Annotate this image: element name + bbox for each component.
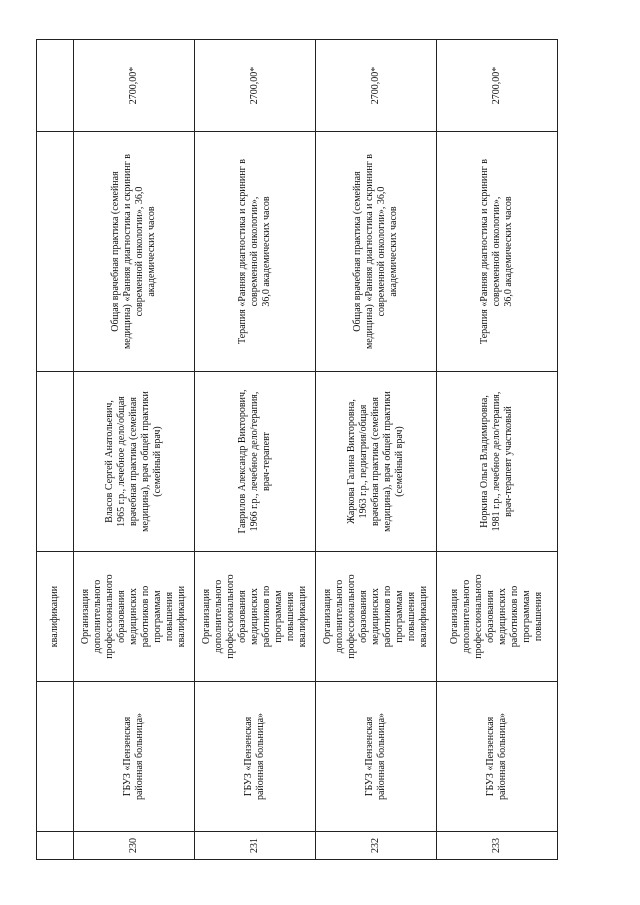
table-row bbox=[316, 40, 437, 860]
header-cell-qualification bbox=[37, 552, 74, 682]
price-cell bbox=[437, 40, 558, 132]
row-number-cell bbox=[316, 832, 437, 860]
row-number: 231 bbox=[249, 838, 260, 853]
org-type-text: Организация дополнительного профессионального образования медицинских работников по программам повышения bbox=[449, 574, 544, 659]
person-cell bbox=[316, 372, 437, 552]
training-table bbox=[36, 39, 558, 860]
program-cell bbox=[74, 132, 195, 372]
rotated-table-container bbox=[36, 40, 552, 860]
org-type-text: Организация дополнительного профессионального образования медицинских работников по программам повышения квалификации bbox=[80, 574, 187, 659]
price-text: 2700,00* bbox=[491, 66, 502, 105]
header-cell-program bbox=[37, 132, 74, 372]
row-number-cell bbox=[195, 832, 316, 860]
org-type-cell bbox=[195, 552, 316, 682]
person-text: Гаврилов Александр Викторович, 1966 г.р., лечебное дело/терапия, врач-терапевт bbox=[237, 389, 272, 534]
header-cell-price bbox=[37, 40, 74, 132]
organization-name: ГБУЗ «Пензенская районная больница» bbox=[243, 712, 266, 801]
program-text: Терапия «Ранняя диагностика и скрининг в современной онкологии», 36,0 академических часов bbox=[237, 159, 272, 344]
header-cell-person bbox=[37, 372, 74, 552]
program-cell bbox=[437, 132, 558, 372]
person-text: Жаркова Галина Викторовна, 1963 г.р., педиатрия/общая врачебная практика (семейная медицина), врач общей практики (семейный врач) bbox=[346, 391, 405, 532]
program-cell bbox=[316, 132, 437, 372]
organization-cell bbox=[316, 682, 437, 832]
program-text: Общая врачебная практика (семейная медицина) «Ранняя диагностика и скрининг в современной онкологии», 36,0 академических часов bbox=[352, 153, 399, 350]
organization-name: ГБУЗ «Пензенская районная больница» bbox=[485, 712, 508, 801]
program-text: Терапия «Ранняя диагностика и скрининг в современной онкологии», 36,0 академических часов bbox=[479, 159, 514, 344]
table-row bbox=[74, 40, 195, 860]
price-text: 2700,00* bbox=[370, 66, 381, 105]
person-text: Власов Сергей Анатольевич, 1965 г.р., лечебное дело/общая врачебная практика (семейная медицина), врач общей практики (семейный врач) bbox=[104, 391, 163, 532]
header-qualification-text: квалификации bbox=[49, 585, 60, 648]
person-text: Норкина Ольга Владимировна, 1981 г.р., лечебное дело/терапия, врач-терапевт участковый bbox=[479, 391, 514, 532]
price-text: 2700,00* bbox=[128, 66, 139, 105]
table-row bbox=[195, 40, 316, 860]
program-text: Общая врачебная практика (семейная медицина) «Ранняя диагностика и скрининг в современной онкологии», 36,0 академических часов bbox=[110, 153, 157, 350]
person-cell bbox=[437, 372, 558, 552]
row-number-cell bbox=[74, 832, 195, 860]
organization-cell bbox=[437, 682, 558, 832]
table-header-row bbox=[37, 40, 74, 860]
row-number: 233 bbox=[491, 838, 502, 853]
price-cell bbox=[74, 40, 195, 132]
organization-name: ГБУЗ «Пензенская районная больница» bbox=[364, 712, 387, 801]
price-cell bbox=[316, 40, 437, 132]
row-number: 232 bbox=[370, 838, 381, 853]
org-type-cell bbox=[437, 552, 558, 682]
header-cell-organization bbox=[37, 682, 74, 832]
price-text: 2700,00* bbox=[249, 66, 260, 105]
row-number-cell bbox=[437, 832, 558, 860]
table-row bbox=[437, 40, 558, 860]
document-page bbox=[36, 40, 552, 860]
organization-cell bbox=[195, 682, 316, 832]
org-type-text: Организация дополнительного профессионального образования медицинских работников по программам повышения квалификации bbox=[322, 574, 429, 659]
person-cell bbox=[195, 372, 316, 552]
program-cell bbox=[195, 132, 316, 372]
header-cell-number bbox=[37, 832, 74, 860]
person-cell bbox=[74, 372, 195, 552]
organization-cell bbox=[74, 682, 195, 832]
org-type-cell bbox=[316, 552, 437, 682]
org-type-text: Организация дополнительного профессионального образования медицинских работников по программам повышения квалификации bbox=[201, 574, 308, 659]
price-cell bbox=[195, 40, 316, 132]
row-number: 230 bbox=[128, 838, 139, 853]
org-type-cell bbox=[74, 552, 195, 682]
organization-name: ГБУЗ «Пензенская районная больница» bbox=[122, 712, 145, 801]
